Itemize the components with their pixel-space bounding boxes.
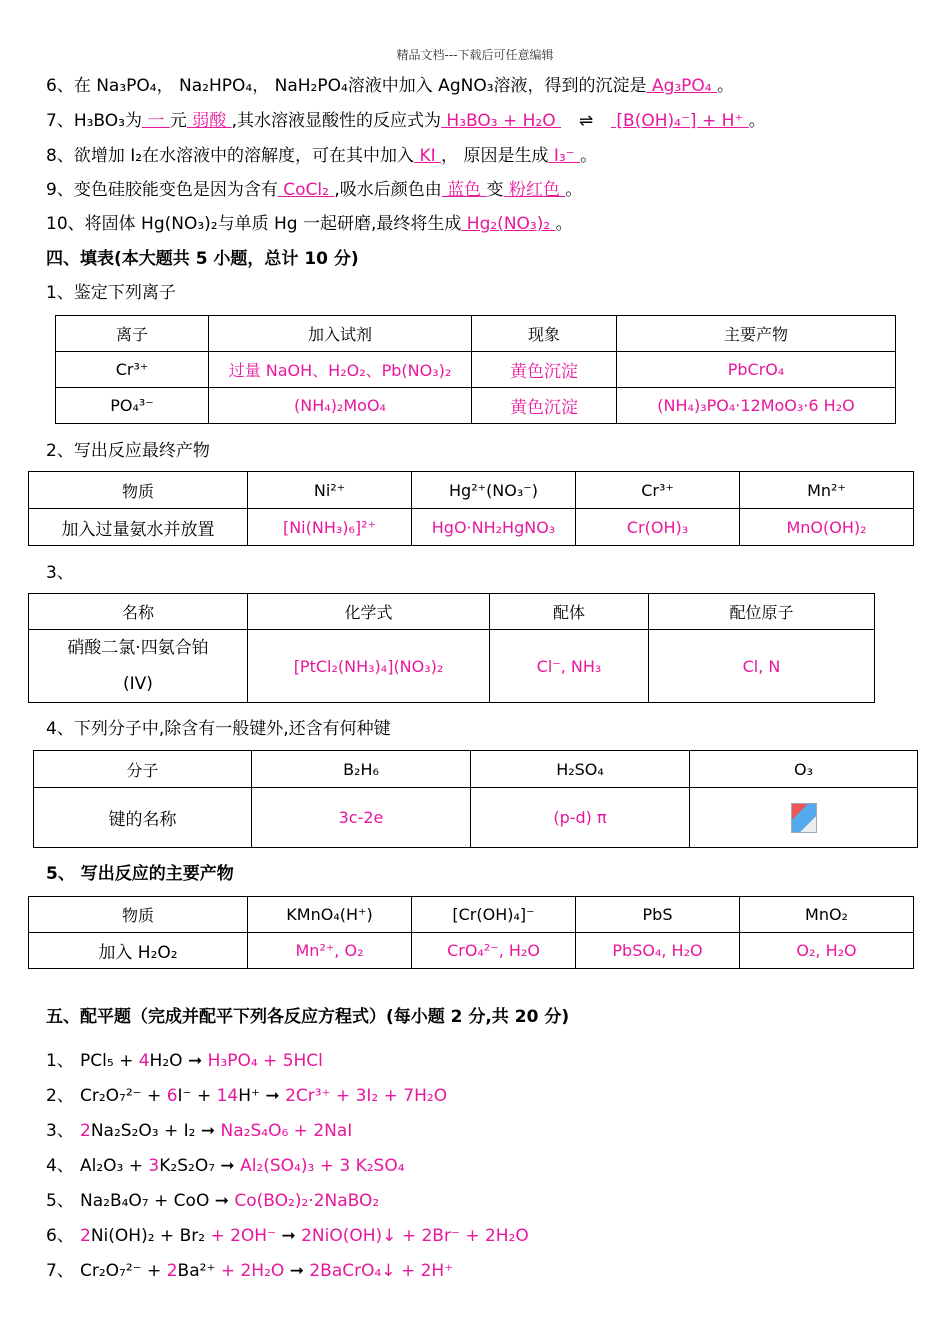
reaction-answer: 2 (80, 1121, 91, 1141)
complex-name: 硝酸二氯·四氨合铂 (67, 638, 209, 658)
q7-text: 7、H₃BO₃为 (46, 111, 142, 131)
table-header: 分子 (34, 751, 252, 788)
q8-end: 。 (580, 146, 598, 166)
table-cell: Cr³⁺ (56, 352, 209, 388)
reaction-equation (46, 1190, 379, 1212)
q9-text: 9、变色硅胶能变色是因为含有 (46, 180, 278, 200)
table-cell: PbSO₄, H₂O (576, 933, 740, 969)
reaction-given: ➞ (265, 1086, 286, 1106)
section-4-title: 四、填表(本大题共 5 小题，总计 10 分) (46, 249, 359, 269)
table-cell: Mn²⁺, O₂ (248, 933, 412, 969)
reaction-given: Ni(OH)₂ + Br₂ (90, 1226, 211, 1246)
table-row (29, 630, 875, 703)
q9-answer-2: 蓝色 (441, 180, 487, 200)
reaction-given: Cr₂O₇²⁻ + (80, 1261, 167, 1281)
table-1-title: 1、鉴定下列离子 (46, 283, 176, 303)
q9-answer-1: CoCl₂ (277, 180, 335, 200)
q10-answer: Hg₂(NO₃)₂ (461, 214, 556, 234)
ion-identification-table (55, 315, 896, 424)
bond-type-table (33, 750, 918, 848)
table-header: B₂H₆ (252, 751, 471, 788)
reaction-answer: 3 (148, 1156, 160, 1176)
table-header: 配体 (490, 594, 649, 630)
reaction-given: ➞ (281, 1226, 302, 1246)
page-header: 精品文档---下载后可任意编辑 (396, 48, 554, 62)
table-header: 物质 (29, 472, 248, 509)
reaction-equation (46, 1225, 529, 1247)
table-row (34, 788, 918, 848)
q7-mid-1: 元 (169, 111, 187, 131)
table-header: 现象 (472, 316, 617, 352)
q6-end: 。 (717, 76, 735, 96)
q8-answer-2: I₃⁻ (548, 146, 581, 166)
table-header: H₂SO₄ (471, 751, 690, 788)
q9-answer-3: 粉红色 (503, 180, 566, 200)
reaction-equation (46, 1120, 352, 1142)
table-cell: Cl, N (649, 630, 875, 703)
table-cell (690, 788, 918, 848)
reaction-given: ➞ (187, 1051, 208, 1071)
reaction-given: Na₂S₂O₃ + I₂ (90, 1121, 201, 1141)
q9-end: 。 (565, 180, 583, 200)
table-header: Mn²⁺ (740, 472, 914, 509)
reaction-equation (46, 1050, 323, 1072)
table-4-title: 4、下列分子中,除含有一般键外,还含有何种键 (46, 719, 391, 739)
table-header: O₃ (690, 751, 918, 788)
table-header: 物质 (29, 897, 248, 933)
table-cell (29, 630, 248, 703)
table-cell: PO₄³⁻ (56, 388, 209, 424)
table-cell: 键的名称 (34, 788, 252, 848)
reaction-given: ➞ (200, 1121, 221, 1141)
reaction-answer: Al₂(SO₄)₃ + 3 K₂SO₄ (240, 1156, 405, 1176)
reaction-number: 3、 (46, 1121, 74, 1141)
reaction-given: ➞ (214, 1191, 235, 1211)
table-2-title: 2、写出反应最终产物 (46, 441, 210, 461)
reaction-number: 5、 (46, 1191, 74, 1211)
table-row (56, 388, 896, 424)
ammonia-products-table (28, 471, 914, 546)
q7-answer-4: [B(OH)₄⁻] + H⁺ (611, 111, 749, 131)
table-cell: 3c-2e (252, 788, 471, 848)
reaction-given: PCl₅ + (80, 1051, 139, 1071)
reaction-answer: + 2H₂O (220, 1261, 290, 1281)
table-header: [Cr(OH)₄]⁻ (412, 897, 576, 933)
table-cell: 黄色沉淀 (472, 388, 617, 424)
equilibrium-arrow-icon: ⇌ (578, 111, 594, 131)
q8-mid: ， 原因是生成 (441, 146, 549, 166)
table-header: 配位原子 (649, 594, 875, 630)
table-cell: HgO·NH₂HgNO₃ (412, 509, 576, 546)
reaction-answer: 14 (216, 1086, 239, 1106)
reaction-answer: + 2OH⁻ (210, 1226, 282, 1246)
q8-text: 8、欲增加 I₂在水溶液中的溶解度，可在其中加入 (46, 146, 415, 166)
reaction-answer: H₃PO₄ + 5HCl (207, 1051, 323, 1071)
q10-text: 10、将固体 Hg(NO₃)₂与单质 Hg 一起研磨,最终将生成 (46, 214, 462, 234)
q7-answer-1: 一 (141, 111, 170, 131)
q7-end: 。 (748, 111, 766, 131)
table-header: 主要产物 (617, 316, 896, 352)
reaction-answer: 4 (138, 1051, 150, 1071)
table-cell: Cl⁻, NH₃ (490, 630, 649, 703)
table-header: KMnO₄(H⁺) (248, 897, 412, 933)
table-cell: 加入 H₂O₂ (29, 933, 248, 969)
q7-answer-3: H₃BO₃ + H₂O (441, 111, 562, 131)
reaction-given: ➞ (220, 1156, 241, 1176)
q9-mid-1: ,吸水后颜色由 (334, 180, 442, 200)
reaction-given: H₂O (149, 1051, 188, 1071)
reaction-given: K₂S₂O₇ (159, 1156, 221, 1176)
question-8 (46, 145, 597, 167)
table-header: PbS (576, 897, 740, 933)
reaction-given: I⁻ + (177, 1086, 217, 1106)
reaction-answer: 6 (166, 1086, 178, 1106)
reaction-equation (46, 1085, 447, 1107)
oxidation-state: (IV) (123, 674, 153, 694)
table-cell: CrO₄²⁻, H₂O (412, 933, 576, 969)
table-header: Ni²⁺ (248, 472, 412, 509)
reaction-answer: 2BaCrO₄↓ + 2H⁺ (309, 1261, 454, 1281)
reaction-number: 7、 (46, 1261, 74, 1281)
table-row (29, 933, 914, 969)
reaction-given: Cr₂O₇²⁻ + (80, 1086, 167, 1106)
table-cell: (NH₄)₂MoO₄ (209, 388, 472, 424)
reaction-equation (46, 1260, 453, 1282)
reaction-number: 4、 (46, 1156, 74, 1176)
reaction-equation (46, 1155, 405, 1177)
reaction-answer: Co(BO₂)₂·2NaBO₂ (234, 1191, 380, 1211)
table-header: 名称 (29, 594, 248, 630)
table-cell: MnO(OH)₂ (740, 509, 914, 546)
q8-answer-1: KI (414, 146, 442, 166)
q6-answer: Ag₃PO₄ (646, 76, 718, 96)
question-6 (46, 75, 734, 97)
table-5-title: 5、 写出反应的主要产物 (46, 864, 234, 884)
reaction-number: 1、 (46, 1051, 74, 1071)
table-cell: 加入过量氨水并放置 (29, 509, 248, 546)
table-cell: 过量 NaOH、H₂O₂、Pb(NO₃)₂ (209, 352, 472, 388)
reaction-given: Na₂B₄O₇ + CoO (80, 1191, 215, 1211)
table-header: MnO₂ (740, 897, 914, 933)
reaction-answer: Na₂S₄O₆ + 2NaI (220, 1121, 353, 1141)
reaction-given: Ba²⁺ (177, 1261, 221, 1281)
table-header: Hg²⁺(NO₃⁻) (412, 472, 576, 509)
table-row (56, 352, 896, 388)
table-cell: [Ni(NH₃)₆]²⁺ (248, 509, 412, 546)
table-cell: [PtCl₂(NH₃)₄](NO₃)₂ (248, 630, 490, 703)
q7-answer-2: 弱酸 (186, 111, 232, 131)
table-cell: PbCrO₄ (617, 352, 896, 388)
reaction-number: 6、 (46, 1226, 74, 1246)
reaction-number: 2、 (46, 1086, 74, 1106)
h2o2-products-table (28, 896, 914, 969)
reaction-answer: 2 (80, 1226, 91, 1246)
table-cell: O₂, H₂O (740, 933, 914, 969)
q7-mid-2: ,其水溶液显酸性的反应式为 (231, 111, 442, 131)
reaction-given: H⁺ (238, 1086, 266, 1106)
table-cell: 黄色沉淀 (472, 352, 617, 388)
q6-text: 6、在 Na₃PO₄， Na₂HPO₄， NaH₂PO₄溶液中加入 AgNO₃溶液，得到的沉淀是 (46, 76, 647, 96)
table-cell: (NH₄)₃PO₄·12MoO₃·6 H₂O (617, 388, 896, 424)
reaction-answer: 2NiO(OH)↓ + 2Br⁻ + 2H₂O (301, 1226, 529, 1246)
table-header: Cr³⁺ (576, 472, 740, 509)
table-header: 离子 (56, 316, 209, 352)
question-10 (46, 213, 573, 235)
q9-mid-2: 变 (486, 180, 504, 200)
table-header: 加入试剂 (209, 316, 472, 352)
question-9 (46, 179, 582, 201)
table-cell: Cr(OH)₃ (576, 509, 740, 546)
reaction-answer: 2Cr³⁺ + 3I₂ + 7H₂O (285, 1086, 448, 1106)
reaction-given: ➞ (289, 1261, 310, 1281)
broken-image-icon (791, 803, 817, 833)
question-7 (46, 110, 766, 132)
table-cell: (p-d) π (471, 788, 690, 848)
q10-end: 。 (555, 214, 573, 234)
table-3-title: 3、 (46, 563, 74, 583)
table-header: 化学式 (248, 594, 490, 630)
reaction-given: Al₂O₃ + (80, 1156, 149, 1176)
reaction-answer: 2 (166, 1261, 178, 1281)
complex-naming-table (28, 593, 875, 703)
table-row (29, 509, 914, 546)
section-5-title: 五、配平题（完成并配平下列各反应方程式）(每小题 2 分,共 20 分) (46, 1007, 570, 1027)
